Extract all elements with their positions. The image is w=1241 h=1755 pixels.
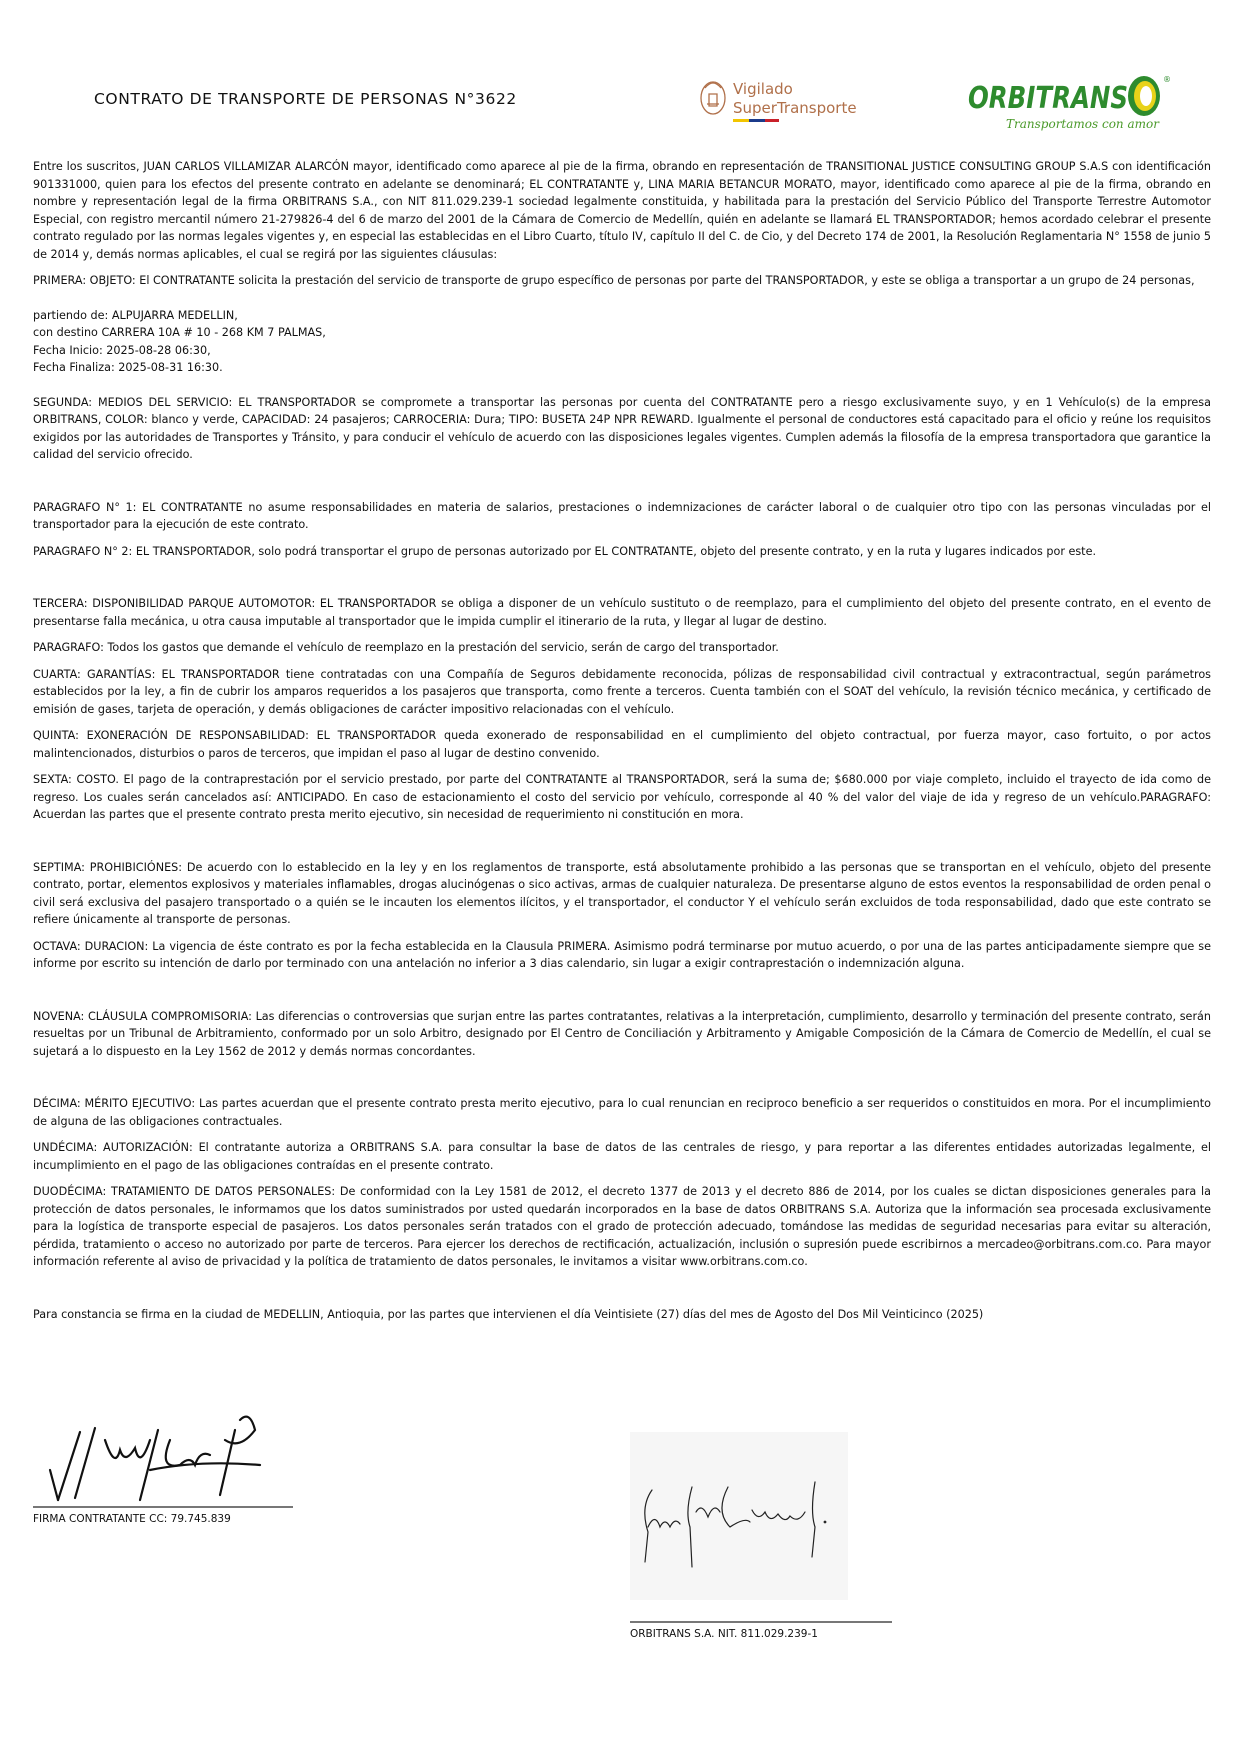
clause-octava: OCTAVA: DURACION: La vigencia de éste contrato es por la fecha establecida en la Clausula PRIMERA. Asimismo podrá terminarse por mutuo acuerdo, o por una de las partes anticipadamente siempre que se informe por escrito su intención de darlo por terminado con una antelación no inferior a 3 dias calendario, sin lugar a exigir contraprestación o indemnización alguna. xyxy=(33,939,1211,970)
supertransporte-logo xyxy=(697,74,897,126)
route-start-date: Fecha Inicio: 2025-08-28 06:30, xyxy=(33,343,211,357)
clause-primera: PRIMERA: OBJETO: El CONTRATANTE solicita la prestación del servicio de transporte de grupo específico de personas por parte del TRANSPORTADOR, y este se obliga a transportar a un grupo de 24 personas, xyxy=(33,274,1195,287)
clause-decima: DÉCIMA: MÉRITO EJECUTIVO: Las partes acuerdan que el presente contrato presta merito ejecutivo, para lo cual renuncian en reciproco beneficio a ser requeridos o constituidos en mora. Por el incumplimiento de alguna de las obligaciones contractuales. xyxy=(33,1097,1211,1128)
paragrafo-2: PARAGRAFO N° 2: EL TRANSPORTADOR, solo podrá transportar el grupo de personas autorizado por EL CONTRATANTE, objeto del presente contrato, y en la ruta y lugares indicados por este. xyxy=(33,544,1097,558)
vigilado-text: Vigilado xyxy=(733,80,793,98)
contratante-signature-label: FIRMA CONTRATANTE CC: 79.745.839 xyxy=(33,1513,231,1525)
intro-paragraph: Entre los suscritos, JUAN CARLOS VILLAMIZAR ALARCÓN mayor, identificado como aparece al pie de la firma, obrando en representación de TRANSITIONAL JUSTICE CONSULTING GROUP S.A.S con identificación 901331000, quien para los efectos del presente contrato en adelante se denominará; EL CONTRATANTE y, LINA MARIA BETANCUR MORATO, mayor, identificado como aparece al pie de la firma, obrando en nombre y representación legal de la firma ORBITRANS S.A., con NIT 811.029.239-1 sociedad legalmente constituida, y habilitada para la prestación del Servicio Público del Transporte Terrestre Automotor Especial, con registro mercantil número 21-279826-4 del 6 de marzo del 2001 de la Cámara de Comercio de Medellín, quién en adelante se llamará EL TRANSPORTADOR; hemos acordado celebrar el presente contrato regulado por las normas legales vigentes y, en especial las establecidas en el Libro Cuarto, título IV, capítulo II del C. de Cio, y del Decreto 174 de 2001, la Resolución Reglamentaria N° 1558 de junio 5 de 2014 y, demás normas aplicables, el cual se regirá por las siguientes cláusulas: xyxy=(33,160,1211,261)
clause-septima: SEPTIMA: PROHIBICIÓNES: De acuerdo con lo establecido en la ley y en los reglamentos de transporte, está absolutamente prohibido a las personas que se transportan en el vehículo, objeto del presente contrato, portar, elementos explosivos y materiales inflamables, drogas alucinógenas o sico activas, armas de cualquier naturaleza. De presentarse alguno de estos eventos la responsabilidad de orden penal o civil será exclusiva del pasajero transportado o a quién se le incauten los elementos ilícitos, y el transportador, el conductor Y el vehículo serán excluidos de toda responsabilidad, dado que este contrato se refiere únicamente al transporte de personas. xyxy=(33,860,1211,926)
orbitrans-wordmark: ORBITRANS xyxy=(968,81,1128,116)
contratante-signature-line xyxy=(33,1506,293,1508)
registered-mark: ® xyxy=(1163,75,1171,84)
contratante-signature xyxy=(40,1410,310,1510)
clause-novena: NOVENA: CLÁUSULA COMPROMISORIA: Las diferencias o controversias que surjan entre las partes contratantes, relativas a la interpretación, cumplimiento, desarrollo y terminación del presente contrato, serán resueltas por un Tribunal de Arbitramiento, conformado por un solo Arbitro, designado por El Centro de Conciliación y Arbitramento y Amigable Composición de la Cámara de Comercio de Medellín, el cual se sujetará a lo dispuesto en la Ley 1562 de 2012 y demás normas concordantes. xyxy=(33,1009,1211,1058)
contract-body xyxy=(33,158,1211,1323)
route-end-date: Fecha Finaliza: 2025-08-31 16:30. xyxy=(33,361,223,374)
route-destination: con destino CARRERA 10A # 10 - 268 KM 7 PALMAS, xyxy=(33,326,326,339)
orbit-ring-icon xyxy=(1128,76,1160,116)
clause-undecima: UNDÉCIMA: AUTORIZACIÓN: El contratante autoriza a ORBITRANS S.A. para consultar la base de datos de las centrales de riesgo, y para reportar a las diferentes entidades autorizadas legalmente, el incumplimiento en el pago de las obligaciones contraídas en el presente contrato. xyxy=(33,1141,1211,1172)
paragrafo-1: PARAGRAFO N° 1: EL CONTRATANTE no asume responsabilidades en materia de salarios, prestaciones o indemnizaciones de carácter laboral o de cualquier otro tipo con las personas vinculadas por el transportador para la ejecución de este contrato. xyxy=(33,500,1211,531)
clause-segunda: SEGUNDA: MEDIOS DEL SERVICIO: EL TRANSPORTADOR se compromete a transportar las personas por cuenta del CONTRATANTE pero a riesgo exclusivamente suyo, y en 1 Vehículo(s) de la empresa ORBITRANS, COLOR: blanco y verde, CAPACIDAD: 24 pasajeros; CARROCERIA: Dura; TIPO: BUSETA 24P NPR REWARD. Igualmente el personal de conductores está capacitado para el oficio y reúne los requisitos exigidos por las autoridades de Transportes y Tránsito, y para conducir el vehículo de acuerdo con las disposiciones legales vigentes. Cumplen además la filosofía de la empresa transportadora que garantice la calidad del servicio ofrecido. xyxy=(33,395,1211,461)
clause-duodecima: DUODÉCIMA: TRATAMIENTO DE DATOS PERSONALES: De conformidad con la Ley 1581 de 2012, el decreto 1377 de 2013 y el decreto 886 de 2014, por los cuales se dictan disposiciones generales para la protección de datos personales, le informamos que los datos suministrados por usted quedarán incorporados en la base de datos ORBITRANS S.A. Autoriza que la información sea procesada exclusivamente para la logística de transporte especial de pasajeros. Los datos personales serán tratados con el grado de protección adecuado, tomándose las medidas de seguridad necesarias para evitar su alteración, pérdida, tratamiento o acceso no autorizado por parte de terceros. Para ejercer los derechos de rectificación, actualización, inclusión o supresión puede escribirnos a mercadeo@orbitrans.com.co. Para mayor información referente al aviso de privacidad y la política de tratamiento de datos personales, le invitamos a visitar www.orbitrans.com.co. xyxy=(33,1185,1211,1268)
orbitrans-tagline: Transportamos con amor xyxy=(1006,117,1159,131)
document-title: CONTRATO DE TRANSPORTE DE PERSONAS N°3622 xyxy=(94,90,517,108)
route-origin: partiendo de: ALPUJARRA MEDELLIN, xyxy=(33,308,238,322)
transportador-signature-line xyxy=(630,1621,892,1623)
clause-quinta: QUINTA: EXONERACIÓN DE RESPONSABILIDAD: EL TRANSPORTADOR queda exonerado de responsabilidad en el cumplimiento del objeto contractual, por fuerza mayor, caso fortuito, o por actos malintencionados, disturbios o paros de terceros, que impidan el paso al lugar de destino convenido. xyxy=(33,729,1211,760)
transportador-signature xyxy=(630,1432,848,1600)
signing-statement: Para constancia se firma en la ciudad de MEDELLIN, Antioquia, por las partes que intervienen el día Veintisiete (27) días del mes de Agosto del Dos Mil Veinticinco (2025) xyxy=(33,1307,984,1321)
clause-cuarta: CUARTA: GARANTÍAS: EL TRANSPORTADOR tiene contratadas con una Compañía de Seguros debidamente reconocida, pólizas de responsabilidad civil contractual y extracontractual, según parámetros establecidos por la ley, a fin de cubrir los amparos requeridos a los pasajeros que transporta, como frente a terceros. Cuenta también con el SOAT del vehículo, la revisión técnico mecánica, y certificado de emisión de gases, tarjeta de operación, y demás obligaciones de carácter impositivo relacionadas con el vehículo. xyxy=(33,667,1211,716)
clause-tercera: TERCERA: DISPONIBILIDAD PARQUE AUTOMOTOR: EL TRANSPORTADOR se obliga a disponer de un vehículo sustituto o de reemplazo, para el cumplimiento del objeto del presente contrato, en el evento de presentarse falla mecánica, u otra causa imputable al transportador que le impida cumplir el itinerario de la ruta, y llegar al lugar de destino. xyxy=(33,597,1211,628)
paragrafo-tercera: PARAGRAFO: Todos los gastos que demande el vehículo de reemplazo en la prestación del servicio, serán de cargo del transportador. xyxy=(33,641,779,654)
coat-of-arms-icon xyxy=(697,74,897,126)
supertransporte-text: SuperTransporte xyxy=(733,99,857,117)
clause-sexta: SEXTA: COSTO. El pago de la contraprestación por el servicio prestado, por parte del CONTRATANTE al TRANSPORTADOR, será la suma de; $680.000 por viaje completo, incluido el trayecto de ida como de regreso. Los cuales serán cancelados así: ANTICIPADO. En caso de estacionamiento el costo del servicio por vehículo, corresponde al 40 % del valor del viaje de ida y regreso de un vehículo.PARAGRAFO: Acuerdan las partes que el presente contrato presta merito ejecutivo, sin necesidad de requerimiento ni constitución en mora. xyxy=(33,773,1211,821)
transportador-signature-label: ORBITRANS S.A. NIT. 811.029.239-1 xyxy=(630,1628,818,1640)
orbitrans-logo xyxy=(966,72,1186,134)
